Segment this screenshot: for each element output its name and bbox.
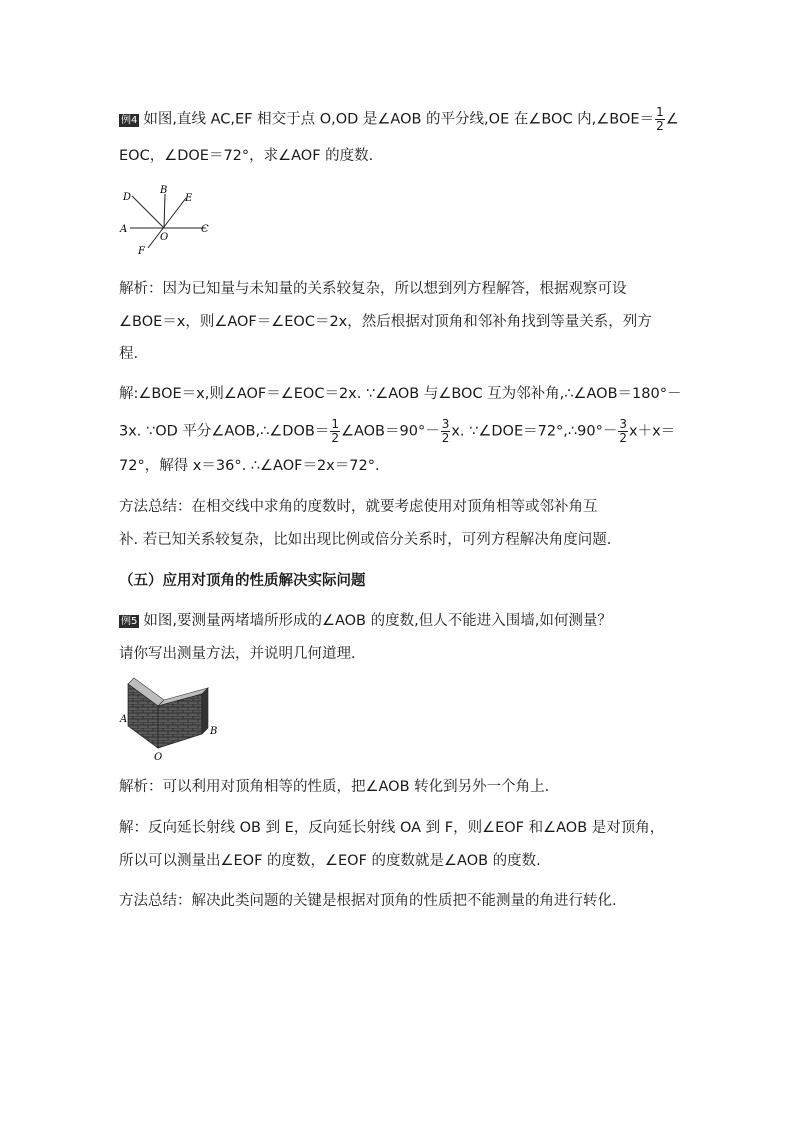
- ray-OD: [132, 196, 164, 228]
- example4-solution-line3: 72°，解得 x＝36°. ∴∠AOF＝2x＝72°.: [119, 458, 380, 474]
- solution-text: ∠AOB＝90°－: [340, 423, 440, 440]
- fraction-numerator: 1: [656, 105, 664, 119]
- fraction: [330, 418, 340, 445]
- example4-solution-line2: [119, 418, 679, 445]
- fraction-numerator: 3: [619, 417, 627, 431]
- fraction-numerator: 3: [441, 417, 450, 431]
- solution-text: x. ∵∠DOE＝72°,∴90°－: [451, 423, 618, 440]
- label-A: A: [120, 224, 128, 235]
- label-A: A: [120, 714, 128, 725]
- fraction-denominator: 2: [441, 431, 450, 445]
- ray-OB: [164, 194, 165, 228]
- label-C: C: [201, 224, 209, 235]
- problem-text: 如图,直线 AC,EF 相交于点 O,OD 是∠AOB 的平分线,OE 在∠BOC 内,∠BOE＝: [143, 111, 655, 128]
- fraction-denominator: 2: [619, 431, 627, 445]
- intersecting-lines-figure: [118, 184, 218, 260]
- label-E: E: [185, 193, 193, 204]
- example4-analysis-line2: ∠BOE＝x，则∠AOF＝∠EOC＝2x，然后根据对顶角和邻补角找到等量关系，列方: [119, 314, 652, 330]
- fraction: [655, 106, 665, 133]
- example5-solution-line2: 所以可以测量出∠EOF 的度数，∠EOF 的度数就是∠AOB 的度数.: [119, 853, 541, 869]
- example5-problem-line2: 请你写出测量方法，并说明几何道理.: [119, 646, 356, 662]
- problem-text: ∠: [665, 111, 679, 128]
- example5-analysis: 解析：可以利用对顶角相等的性质，把∠AOB 转化到另外一个角上.: [119, 779, 550, 795]
- example4-solution-line1: 解:∠BOE＝x,则∠AOF＝∠EOC＝2x. ∵∠AOB 与∠BOC 互为邻补角,∴∠AOB＝180°－: [119, 386, 682, 402]
- example4-problem-line1: [119, 106, 679, 133]
- solution-text: x＋x＝: [628, 423, 676, 440]
- example4-summary-line1: 方法总结：在相交线中求角的度数时，就要考虑使用对顶角相等或邻补角互: [119, 499, 598, 515]
- solution-text: 3x. ∵OD 平分∠AOB,∴∠DOB＝: [119, 423, 330, 440]
- fraction: [441, 418, 451, 445]
- label-O: O: [154, 752, 163, 763]
- example4-summary-line2: 补. 若已知关系较复杂，比如出现比例或倍分关系时，可列方程解决角度问题.: [119, 532, 612, 548]
- fraction: [618, 418, 628, 445]
- label-D: D: [123, 192, 132, 203]
- label-B: B: [210, 726, 218, 737]
- label-B: B: [160, 185, 168, 196]
- example5-solution-line1: 解：反向延长射线 OB 到 E，反向延长射线 OA 到 F，则∠EOF 和∠AOB 是对顶角，: [119, 820, 665, 836]
- section-heading: （五）应用对顶角的性质解决实际问题: [119, 573, 366, 589]
- fraction-denominator: 2: [331, 431, 339, 445]
- fraction-denominator: 2: [656, 119, 664, 133]
- brick-wall-figure: [118, 674, 218, 764]
- example4-problem-line2: EOC，∠DOE＝72°，求∠AOF 的度数.: [119, 148, 374, 164]
- right-wall-end: [202, 688, 208, 734]
- example5-tag: 例5: [121, 616, 138, 627]
- example4-analysis-line1: 解析：因为已知量与未知量的关系较复杂，所以想到列方程解答，根据观察可设: [119, 281, 627, 297]
- example4-tag: 例4: [121, 114, 138, 126]
- label-O: O: [160, 232, 169, 243]
- problem-text: 如图,要测量两堵墙所形成的∠AOB 的度数,但人不能进入围墙,如何测量？: [143, 613, 612, 629]
- example5-problem-line1: [119, 611, 679, 631]
- label-F: F: [138, 246, 145, 257]
- fraction-numerator: 1: [331, 417, 339, 431]
- example5-summary: 方法总结：解决此类问题的关键是根据对顶角的性质把不能测量的角进行转化.: [119, 893, 617, 909]
- example4-analysis-line3: 程.: [119, 346, 139, 362]
